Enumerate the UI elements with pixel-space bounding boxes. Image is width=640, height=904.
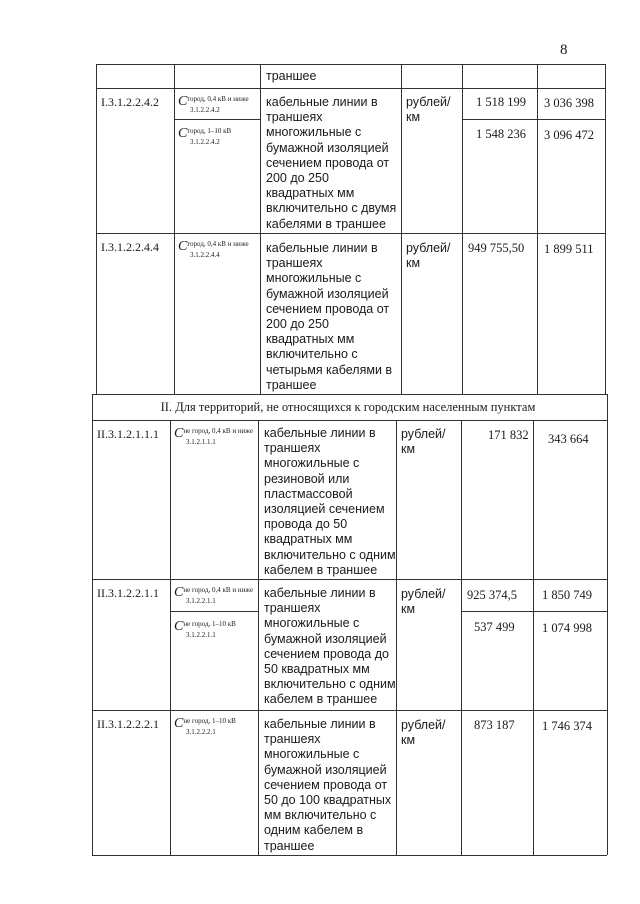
rate-value: 1 518 199 bbox=[476, 95, 526, 109]
unit-cell: рублей/ км bbox=[406, 95, 451, 124]
row-code: I.3.1.2.2.4.2 bbox=[101, 95, 159, 109]
rate-symbol: $C^{не город, 1-10 кВ}$ 3.1.2.2.2.1 bbox=[174, 716, 236, 736]
unit-cell: рублей/ км bbox=[406, 241, 451, 270]
rate-symbol: $C^{город, 0,4 кВ и ниже}$ 3.1.2.2.4.4 bbox=[178, 239, 249, 259]
table-rule bbox=[96, 233, 605, 234]
table-rule bbox=[96, 64, 97, 394]
row-code: II.3.1.2.2.2.1 bbox=[97, 717, 159, 731]
table-rule bbox=[607, 420, 608, 855]
table-rule bbox=[462, 119, 605, 120]
rate-value: 171 832 bbox=[488, 428, 529, 442]
rate-value: 1 074 998 bbox=[542, 621, 592, 635]
row-code: I.3.1.2.2.4.4 bbox=[101, 240, 159, 254]
unit-cell: рублей/ км bbox=[401, 587, 446, 616]
table-rule bbox=[96, 64, 605, 65]
table-rule bbox=[533, 420, 534, 855]
table-rule bbox=[258, 420, 259, 855]
description-cell: кабельные линии в траншеях многожильные с бумажной изоляцией сечением провода от 200 до 250 квадратных мм включительно с четырьмя кабелями в траншее bbox=[266, 241, 393, 392]
rate-value: 1 746 374 bbox=[542, 719, 592, 733]
table-rule bbox=[260, 64, 261, 394]
page-number: 8 bbox=[560, 42, 568, 58]
unit-cell: рублей/ км bbox=[401, 427, 446, 456]
rate-value: 3 096 472 bbox=[544, 128, 594, 142]
rate-symbol: $C^{город, 0,4 кВ и ниже}$ 3.1.2.2.4.2 bbox=[178, 94, 249, 114]
table-rule bbox=[92, 420, 93, 855]
rate-value: 537 499 bbox=[474, 620, 515, 634]
rate-symbol: $C^{не город, 0,4 кВ и ниже}$ 3.1.2.2.1.1 bbox=[174, 585, 254, 605]
description-cell: кабельные линии в траншеях многожильные с бумажной изоляцией сечением провода от 50 до 100 квадратных мм включительно с одним кабелем в траншее bbox=[264, 717, 392, 853]
table-rule bbox=[537, 64, 538, 394]
table-rule bbox=[461, 611, 607, 612]
description-cell: кабельные линии в траншеях многожильные с бумажной изоляцией сечением провода до 50 квадратных мм включительно с одним кабелем в траншее bbox=[264, 586, 396, 707]
table-rule bbox=[607, 394, 608, 420]
row-code: II.3.1.2.1.1.1 bbox=[97, 427, 159, 441]
rate-value: 3 036 398 bbox=[544, 96, 594, 110]
description-cell: траншее bbox=[266, 69, 317, 83]
rate-value: 873 187 bbox=[474, 718, 515, 732]
section-heading: II. Для территорий, не относящихся к городским населенным пунктам bbox=[160, 400, 536, 414]
table-rule bbox=[462, 64, 463, 394]
rate-value: 1 899 511 bbox=[544, 242, 594, 256]
table-rule bbox=[92, 394, 607, 395]
table-rule bbox=[401, 64, 402, 394]
table-rule bbox=[92, 855, 607, 856]
description-cell: кабельные линии в траншеях многожильные с бумажной изоляцией сечением провода от 200 до 250 квадратных мм включительно с двумя кабелями в траншее bbox=[266, 95, 397, 231]
rate-value: 925 374,5 bbox=[467, 588, 517, 602]
unit-cell: рублей/ км bbox=[401, 718, 446, 747]
table-rule bbox=[396, 420, 397, 855]
description-cell: кабельные линии в траншеях многожильные с резиновой или пластмассовой изоляцией сечением провода до 50 квадратных мм включительно с одним кабелем в траншее bbox=[264, 426, 396, 577]
table-rule bbox=[170, 420, 171, 855]
table-rule bbox=[174, 64, 175, 394]
table-rule bbox=[174, 119, 260, 120]
table-rule bbox=[605, 64, 606, 394]
table-rule bbox=[170, 611, 258, 612]
rate-value: 949 755,50 bbox=[468, 241, 525, 255]
table-rule bbox=[96, 88, 605, 89]
rate-symbol: $C^{город, 1-10 кВ}$ 3.1.2.2.4.2 bbox=[178, 126, 232, 146]
rate-symbol: $C^{не город, 1-10 кВ}$ 3.1.2.2.1.1 bbox=[174, 619, 236, 639]
rate-value: 1 850 749 bbox=[542, 588, 592, 602]
rate-symbol: $C^{не город, 0,4 кВ и ниже}$ 3.1.2.1.1.1 bbox=[174, 426, 254, 446]
table-rule bbox=[461, 420, 462, 855]
rate-value: 1 548 236 bbox=[476, 127, 526, 141]
rate-value: 343 664 bbox=[548, 432, 589, 446]
row-code: II.3.1.2.2.1.1 bbox=[97, 586, 159, 600]
